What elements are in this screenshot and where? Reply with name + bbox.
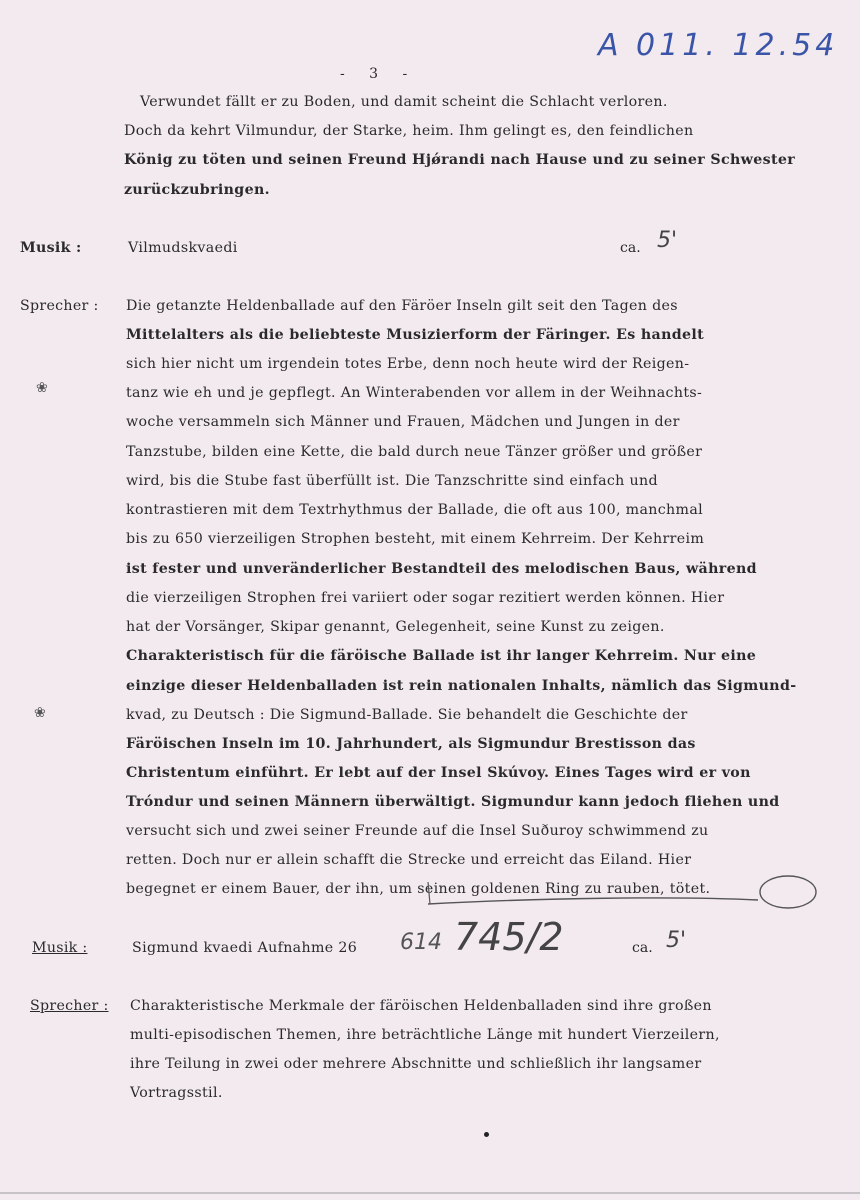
speaker-line: Tanzstube, bilden eine Kette, die bald durch neue Tänzer größer und größer (126, 444, 703, 460)
speaker-label: Sprecher : (20, 298, 99, 314)
intro-line: Verwundet fällt er zu Boden, und damit scheint die Schlacht verloren. (140, 94, 668, 110)
speaker-line: Färöischen Inseln im 10. Jahrhundert, als Sigmundur Brestisson das (126, 736, 696, 752)
hole-punch-mark: ❀ (36, 380, 48, 396)
speaker-line: wird, bis die Stube fast überfüllt ist. Die Tanzschritte sind einfach und (126, 473, 658, 489)
ink-speck (484, 1132, 489, 1137)
speaker-line: Charakteristisch für die färöische Ballade ist ihr langer Kehrreim. Nur eine (126, 648, 757, 664)
speaker-line: multi-episodischen Themen, ihre beträchtliche Länge mit hundert Vierzeilern, (130, 1027, 720, 1043)
speaker-line: ihre Teilung in zwei oder mehrere Abschnitte und schließlich ihr langsamer (130, 1056, 702, 1072)
duration-value: 5' (666, 928, 687, 953)
archive-number: A 011. 12.54 (598, 28, 839, 63)
speaker-line: versucht sich und zwei seiner Freunde auf die Insel Suðuroy schwimmend zu (126, 823, 709, 839)
speaker-line: tanz wie eh und je gepflegt. An Winterabenden vor allem in der Weihnachts- (126, 385, 703, 401)
speaker-line: woche versammeln sich Männer und Frauen, Mädchen und Jungen in der (126, 414, 680, 430)
duration-prefix: ca. (620, 240, 641, 256)
handwritten-code: 745/2 (454, 915, 564, 959)
page-number: - 3 - (340, 66, 418, 82)
music-title: Vilmudskvaedi (128, 240, 238, 256)
speaker-line: ist fester und unveränderlicher Bestandteil des melodischen Baus, während (126, 561, 757, 577)
speaker-line: begegnet er einem Bauer, der ihn, um seinen goldenen Ring zu rauben, tötet. (126, 881, 711, 897)
handwritten-reference: 614 (400, 930, 442, 955)
speaker-line: Mittelalters als die beliebteste Musizierform der Färinger. Es handelt (126, 327, 705, 343)
speaker-line: retten. Doch nur er allein schafft die Strecke und erreicht das Eiland. Hier (126, 852, 692, 868)
speaker-line: Charakteristische Merkmale der färöischen Heldenballaden sind ihre großen (130, 998, 712, 1014)
speaker-line: hat der Vorsänger, Skipar genannt, Gelegenheit, seine Kunst zu zeigen. (126, 619, 665, 635)
hole-punch-mark: ❀ (34, 705, 46, 721)
speaker-line: kvad, zu Deutsch : Die Sigmund-Ballade. Sie behandelt die Geschichte der (126, 707, 688, 723)
duration-prefix: ca. (632, 940, 653, 956)
music-title: Sigmund kvaedi Aufnahme 26 (132, 940, 358, 956)
speaker-label: Sprecher : (30, 998, 109, 1014)
speaker-line: die vierzeiligen Strophen frei variiert oder sogar rezitiert werden können. Hier (126, 590, 725, 606)
speaker-line: sich hier nicht um irgendein totes Erbe, denn noch heute wird der Reigen- (126, 356, 690, 372)
speaker-line: Vortragsstil. (130, 1085, 223, 1101)
duration-value: 5' (657, 228, 678, 253)
speaker-line: einzige dieser Heldenballaden ist rein nationalen Inhalts, nämlich das Sigmund- (126, 678, 797, 694)
intro-line: zurückzubringen. (124, 182, 270, 198)
speaker-line: kontrastieren mit dem Textrhythmus der Ballade, die oft aus 100, manchmal (126, 502, 704, 518)
bottom-edge (0, 1192, 860, 1194)
intro-line: König zu töten und seinen Freund Hjǿrandi nach Hause und zu seiner Schwester (124, 152, 796, 168)
speaker-line: bis zu 650 vierzeiligen Strophen besteht, mit einem Kehrreim. Der Kehrreim (126, 531, 705, 547)
intro-line: Doch da kehrt Vilmundur, der Starke, heim. Ihm gelingt es, den feindlichen (124, 123, 694, 139)
speaker-line: Christentum einführt. Er lebt auf der Insel Skúvoy. Eines Tages wird er von (126, 765, 751, 781)
music-label: Musik : (32, 940, 88, 956)
music-label: Musik : (20, 240, 82, 256)
handwritten-underline (420, 872, 820, 912)
speaker-line: Tróndur und seinen Männern überwältigt. Sigmundur kann jedoch fliehen und (126, 794, 780, 810)
speaker-line: Die getanzte Heldenballade auf den Färöer Inseln gilt seit den Tagen des (126, 298, 678, 314)
